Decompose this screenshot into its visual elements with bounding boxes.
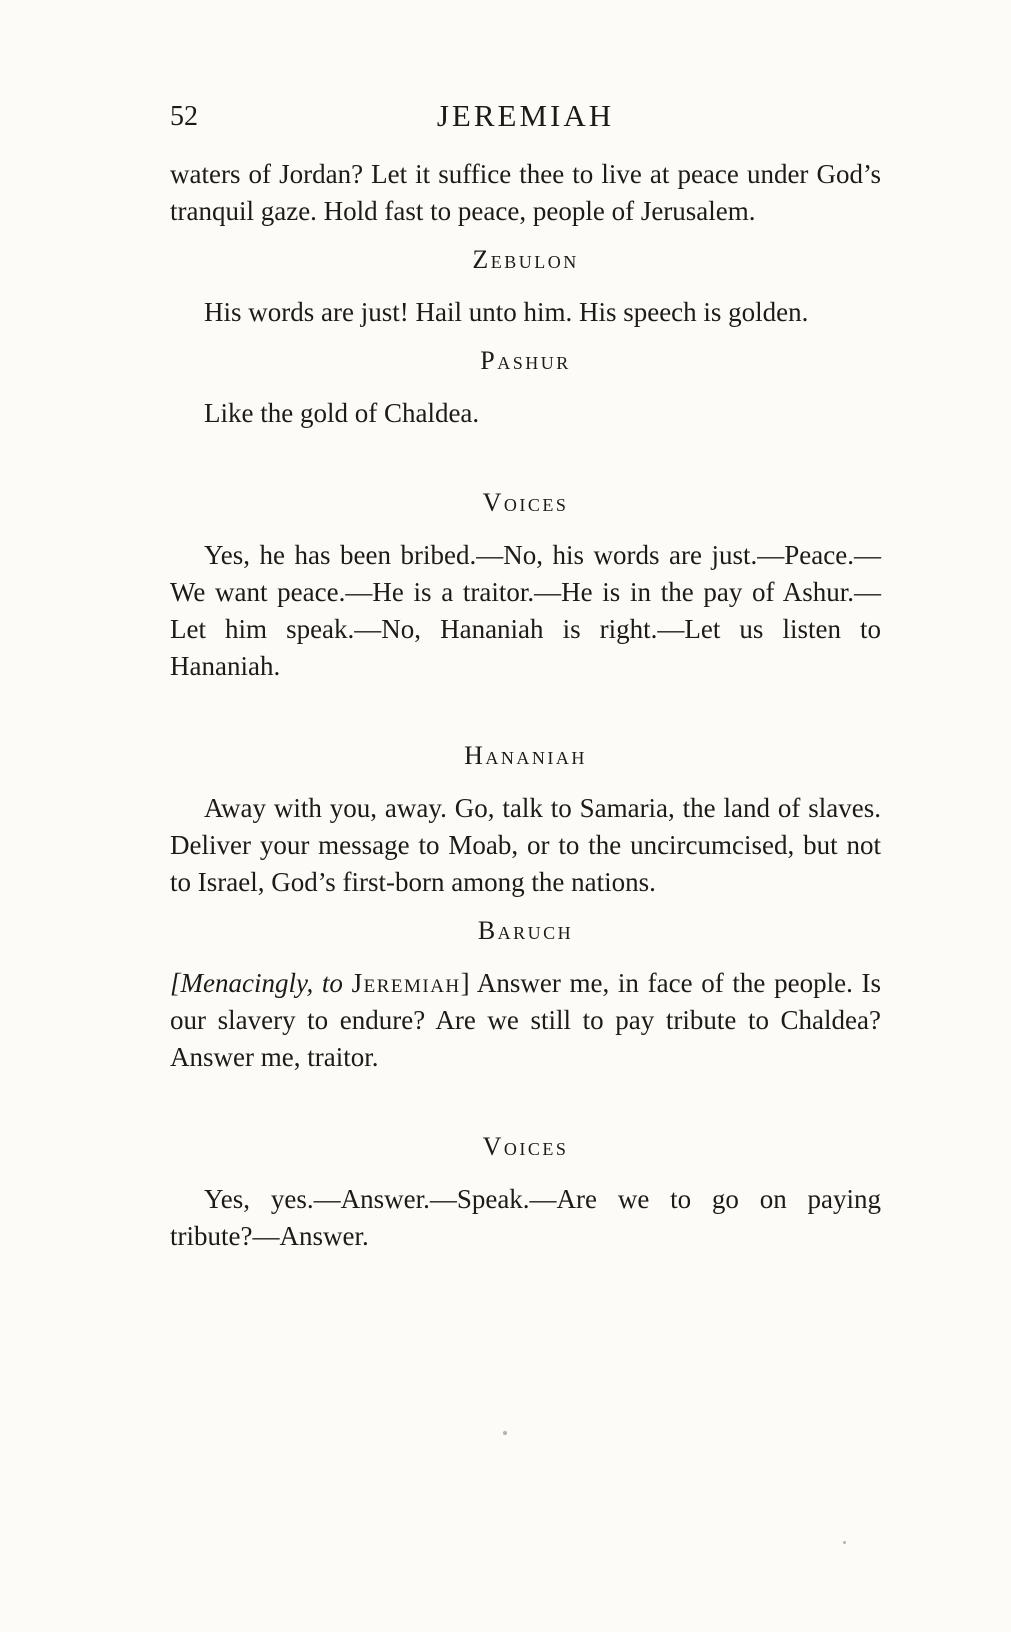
speaker-heading: Pashur bbox=[480, 346, 571, 375]
speaker-heading: Voices bbox=[482, 488, 569, 517]
speaker-heading: Voices bbox=[482, 1132, 569, 1161]
paragraph bbox=[170, 965, 881, 1076]
page-title: JEREMIAH bbox=[436, 98, 615, 133]
page-body bbox=[170, 156, 881, 1255]
speaker-heading: Zebulon bbox=[472, 245, 579, 274]
speaker-heading: Baruch bbox=[477, 916, 574, 945]
text-segment-normal: waters of Jordan? Let it suffice thee to live at peace under God’s tranquil gaze. Hold fast to peace, people of Jerusalem. bbox=[170, 159, 881, 226]
text-segment-normal: ] Answer me, in face of the people. Is our slavery to endure? Are we still to pay tribute to Chaldea? Answer me, traitor. bbox=[170, 968, 881, 1072]
page-header bbox=[170, 96, 881, 140]
text-segment-normal: Yes, yes.—Answer.—Speak.—Are we to go on paying tribute?—Answer. bbox=[170, 1184, 881, 1251]
text-segment-normal: His words are just! Hail unto him. His speech is golden. bbox=[204, 297, 809, 327]
speaker-heading: Hananiah bbox=[464, 741, 587, 770]
paragraph bbox=[170, 790, 881, 901]
paragraph bbox=[170, 156, 881, 230]
paragraph bbox=[170, 294, 881, 331]
text-segment-italic: [Menacingly, to bbox=[170, 968, 352, 998]
page-number: 52 bbox=[170, 101, 198, 132]
text-segment-normal: Away with you, away. Go, talk to Samaria, the land of slaves. Deliver your message to Moab, or to the uncircumcised, but not to Israel, God’s first-born among the nations. bbox=[170, 793, 881, 897]
paragraph bbox=[170, 537, 881, 685]
paragraph bbox=[170, 1181, 881, 1255]
text-segment-normal: Like the gold of Chaldea. bbox=[204, 398, 480, 428]
text-segment-smallcaps: Jeremiah bbox=[351, 968, 461, 998]
scan-speck bbox=[503, 1431, 507, 1435]
text-segment-normal: Yes, he has been bribed.—No, his words are just.—Peace.—We want peace.—He is a traitor.—He is in the pay of Ashur.—Let him speak.—No, Hananiah is right.—Let us listen to Hananiah. bbox=[170, 540, 881, 681]
scan-speck bbox=[843, 1541, 846, 1544]
paragraph bbox=[170, 395, 881, 432]
